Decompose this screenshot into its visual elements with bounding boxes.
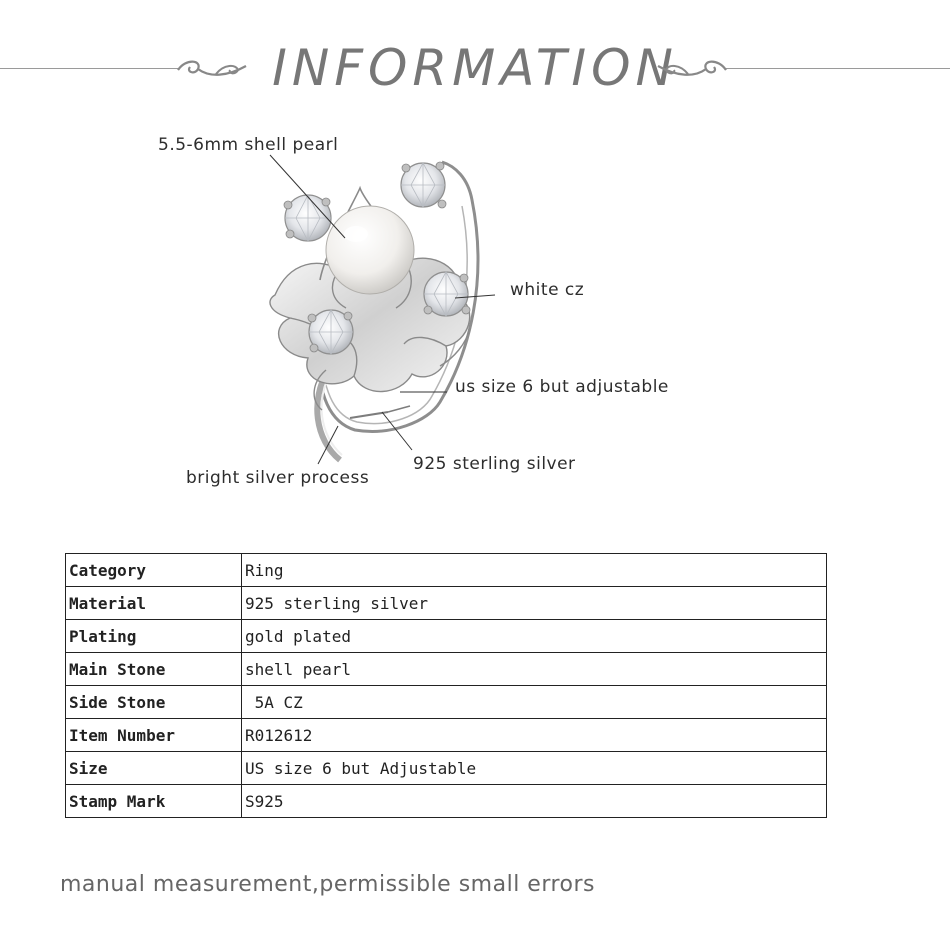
table-row: [66, 587, 827, 620]
spec-value: US size 6 but Adjustable: [242, 752, 827, 785]
spec-table: [65, 553, 827, 818]
spec-label: Stamp Mark: [66, 785, 242, 818]
callout-silver: 925 sterling silver: [413, 454, 576, 474]
callout-process: bright silver process: [186, 468, 370, 488]
spec-label: Main Stone: [66, 653, 242, 686]
callout-size: us size 6 but adjustable: [455, 377, 669, 397]
table-row: [66, 686, 827, 719]
spec-label: Item Number: [66, 719, 242, 752]
spec-value: 5A CZ: [242, 686, 827, 719]
spec-value: Ring: [242, 554, 827, 587]
pearl: [326, 206, 414, 294]
spec-label: Size: [66, 752, 242, 785]
spec-value: shell pearl: [242, 653, 827, 686]
table-row: [66, 620, 827, 653]
page-title: INFORMATION: [272, 39, 678, 97]
ring-illustration: [150, 130, 710, 500]
callout-pearl: 5.5-6mm shell pearl: [158, 135, 339, 155]
table-row: [66, 719, 827, 752]
table-row: [66, 752, 827, 785]
callout-cz: white cz: [510, 280, 585, 300]
spec-label: Category: [66, 554, 242, 587]
table-row: [66, 653, 827, 686]
spec-label: Material: [66, 587, 242, 620]
spec-value: S925: [242, 785, 827, 818]
spec-label: Side Stone: [66, 686, 242, 719]
flourish-right-icon: [656, 56, 728, 82]
table-row: [66, 554, 827, 587]
spec-label: Plating: [66, 620, 242, 653]
table-row: [66, 785, 827, 818]
spec-value: R012612: [242, 719, 827, 752]
spec-value: gold plated: [242, 620, 827, 653]
footnote: manual measurement,permissible small errors: [60, 872, 596, 897]
spec-value: 925 sterling silver: [242, 587, 827, 620]
